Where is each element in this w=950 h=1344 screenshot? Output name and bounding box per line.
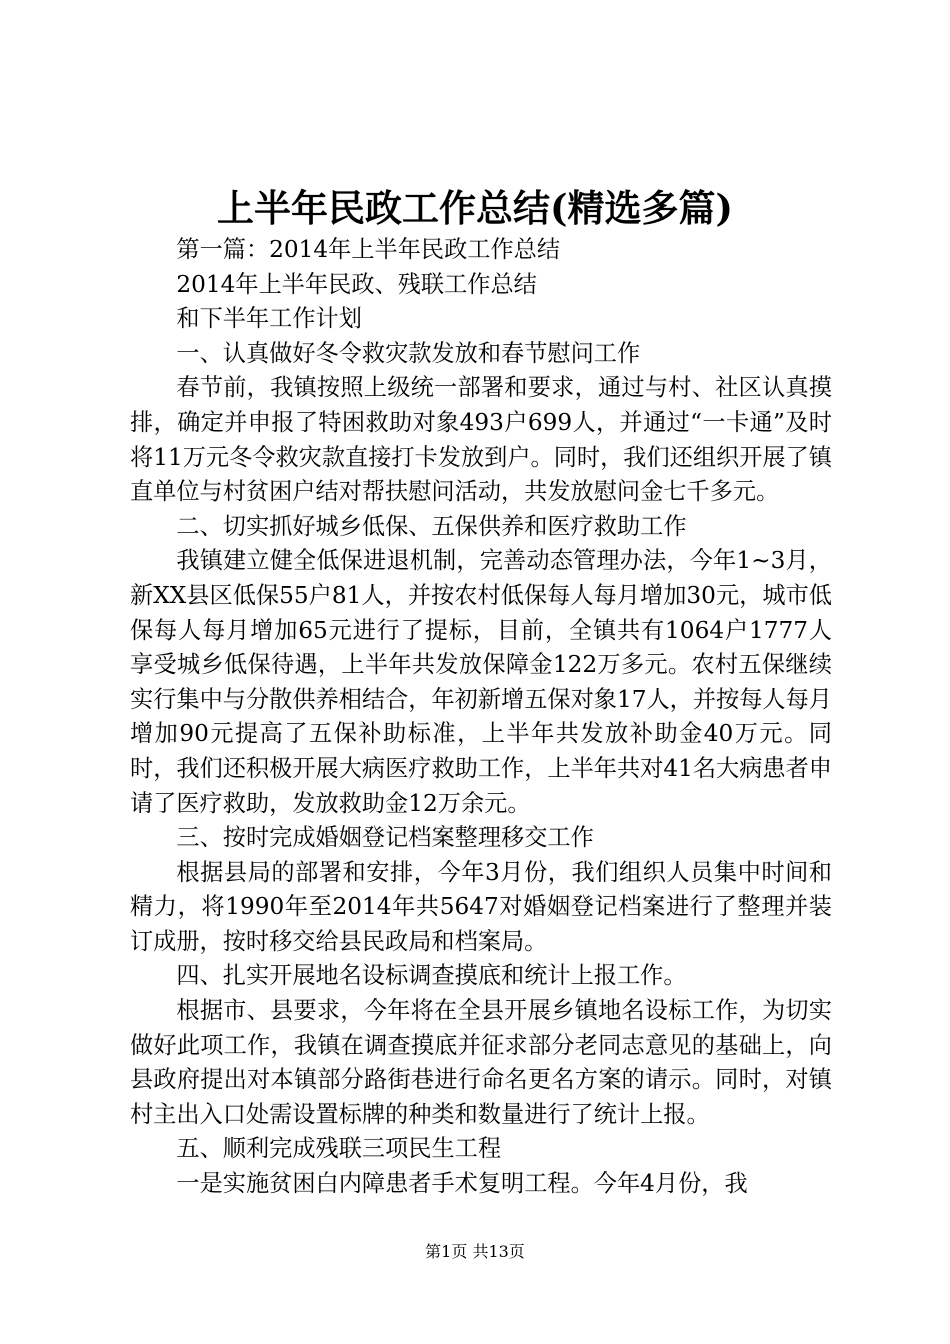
report-title: 2014年上半年民政、残联工作总结	[176, 270, 537, 298]
section-heading: 四、扎实开展地名设标调查摸底和统计上报工作。	[176, 962, 687, 990]
page-footer: 第1页 共13页	[425, 1242, 525, 1261]
paragraph: 我镇建立健全低保进退机制，完善动态管理办法，今年1~3月，新XX县区低保55户81人，并按农村低保每人每月增加30元，城市低保每人每月增加65元进行了提标，目前，全镇共有1064户1777人享受城乡低保待遇，上半年共发放保障金122万多元。农村五保继续实行集中与分散供养相结合，年初新增五保对象17人，并按每人每月增加90元提高了五保补助标准，上半年共发放补助金40万元。同时，我们还积极开展大病医疗救助工作，上半年共对41名大病患者申请了医疗救助，发放救助金12万余元。	[130, 547, 832, 817]
page-title: 上半年民政工作总结(精选多篇)	[216, 186, 733, 230]
section-heading: 三、按时完成婚姻登记档案整理移交工作	[176, 824, 594, 852]
paragraph: 春节前，我镇按照上级统一部署和要求，通过与村、社区认真摸排，确定并申报了特困救助对象493户699人，并通过“一卡通”及时将11万元冬令救灾款直接打卡发放到户。同时，我们还组织开展了镇直单位与村贫困户结对帮扶慰问活动，共发放慰问金七千多元。	[130, 374, 832, 506]
section-heading: 二、切实抓好城乡低保、五保供养和医疗救助工作	[176, 512, 687, 540]
section-heading: 一、认真做好冬令救灾款发放和春节慰问工作	[176, 339, 641, 367]
paragraph: 根据市、县要求，今年将在全县开展乡镇地名设标工作，为切实做好此项工作，我镇在调查摸底并征求部分老同志意见的基础上，向县政府提出对本镇部分路街巷进行命名更名方案的请示。同时，对镇村主出入口处需设置标牌的种类和数量进行了统计上报。	[130, 997, 832, 1128]
section-heading: 第一篇：2014年上半年民政工作总结	[176, 236, 561, 263]
report-subtitle: 和下半年工作计划	[176, 305, 362, 333]
paragraph: 一是实施贫困白内障患者手术复明工程。今年4月份，我	[176, 1170, 748, 1198]
section-heading: 五、顺利完成残联三项民生工程	[176, 1135, 502, 1163]
paragraph: 根据县局的部署和安排，今年3月份，我们组织人员集中时间和精力，将1990年至2014年共5647对婚姻登记档案进行了整理并装订成册，按时移交给县民政局和档案局。	[130, 858, 832, 955]
document-body	[130, 233, 832, 1202]
